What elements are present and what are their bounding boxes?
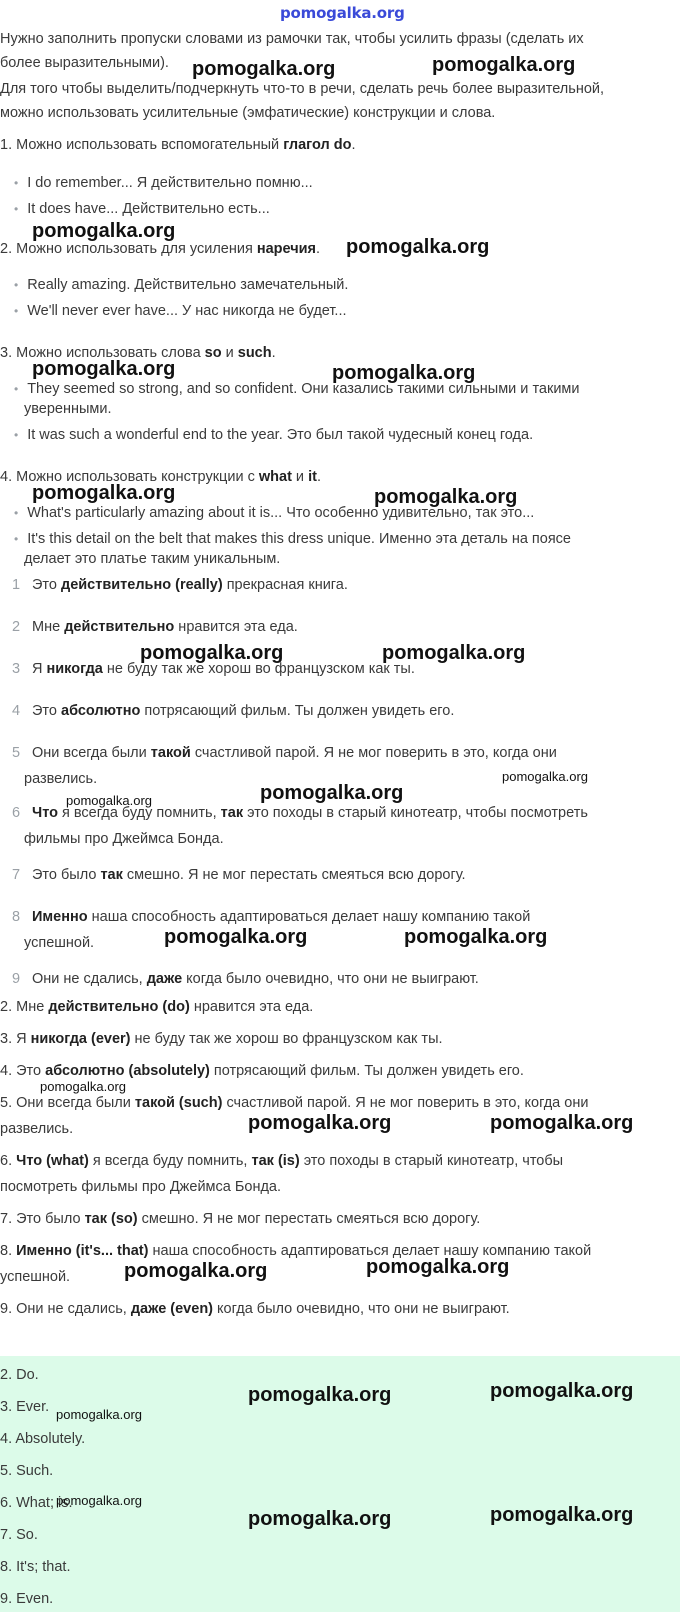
watermark: pomogalka.org [248, 1384, 392, 1406]
exercise-item-5-cont: развелись. [24, 771, 98, 787]
answer-item: 6. What; is. [0, 1495, 73, 1511]
exercise-item-8: Именно наша способность адаптироваться делает нашу компанию такой [32, 909, 531, 925]
rule-1-example-2: • It does have... Действительно есть... [14, 196, 270, 222]
rule-4: 4. Можно использовать конструкции с what и it. [0, 469, 321, 485]
watermark: pomogalka.org [366, 1256, 510, 1278]
watermark: pomogalka.org [192, 58, 336, 80]
rule-2-example-2: • We'll never ever have... У нас никогда не будет... [14, 298, 347, 324]
watermark: pomogalka.org [56, 1407, 142, 1422]
watermark: pomogalka.org [164, 926, 308, 948]
exercise-item-6-cont: фильмы про Джеймса Бонда. [24, 831, 224, 847]
answer-item: 7. So. [0, 1527, 38, 1543]
exercise-item-3: Я никогда не буду так же хорош во французском как ты. [32, 661, 415, 677]
exercise-number: 8 [12, 909, 21, 925]
rule-3-example-1-cont: уверенными. [24, 401, 112, 417]
watermark: pomogalka.org [432, 54, 576, 76]
exercise-number: 6 [12, 805, 21, 821]
watermark: pomogalka.org [56, 1493, 142, 1508]
intro-line-3: Для того чтобы выделить/подчеркнуть что-то в речи, сделать речь более выразительной, [0, 81, 605, 97]
rule-4-example-2: • It's this detail on the belt that makes this dress unique. Именно эта деталь на поясе [14, 526, 571, 552]
exercise-number: 9 [12, 971, 21, 987]
watermark: pomogalka.org [140, 642, 284, 664]
solution-2: 2. Мне действительно (do) нравится эта еда. [0, 999, 314, 1015]
rule-4-example-2-cont: делает это платье таким уникальным. [24, 551, 281, 567]
watermark: pomogalka.org [332, 362, 476, 384]
exercise-item-1: Это действительно (really) прекрасная книга. [32, 577, 348, 593]
watermark: pomogalka.org [260, 782, 404, 804]
watermark: pomogalka.org [346, 236, 490, 258]
exercise-item-5: Они всегда были такой счастливой парой. Я не мог поверить в это, когда они [32, 745, 557, 761]
solution-4: 4. Это абсолютно (absolutely) потрясающий фильм. Ты должен увидеть его. [0, 1063, 524, 1079]
watermark: pomogalka.org [124, 1260, 268, 1282]
rule-1-example-1: • I do remember... Я действительно помню... [14, 170, 313, 196]
solution-5-cont: развелись. [0, 1121, 74, 1137]
solution-9: 9. Они не сдались, даже (even) когда было очевидно, что они не выиграют. [0, 1301, 510, 1317]
rule-4-example-1: • What's particularly amazing about it is... Что особенно удивительно, так это... [14, 500, 534, 526]
solution-6-cont: посмотреть фильмы про Джеймса Бонда. [0, 1179, 282, 1195]
solution-7: 7. Это было так (so) смешно. Я не мог перестать смеяться всю дорогу. [0, 1211, 481, 1227]
watermark: pomogalka.org [32, 220, 176, 242]
exercise-item-2: Мне действительно нравится эта еда. [32, 619, 298, 635]
watermark: pomogalka.org [32, 482, 176, 504]
answer-item: 2. Do. [0, 1367, 39, 1383]
answer-item: 3. Ever. [0, 1399, 50, 1415]
site-header-logo[interactable]: pomogalka.org [280, 4, 405, 22]
watermark: pomogalka.org [66, 793, 152, 808]
watermark: pomogalka.org [502, 769, 588, 784]
watermark: pomogalka.org [248, 1508, 392, 1530]
watermark: pomogalka.org [490, 1504, 634, 1526]
exercise-number: 5 [12, 745, 21, 761]
solution-5: 5. Они всегда были такой (such) счастливой парой. Я не мог поверить в это, когда они [0, 1095, 589, 1111]
solution-8: 8. Именно (it's... that) наша способность адаптироваться делает нашу компанию такой [0, 1243, 592, 1259]
watermark: pomogalka.org [374, 486, 518, 508]
rule-2-example-1: • Really amazing. Действительно замечательный. [14, 272, 348, 298]
rule-3-example-1: • They seemed so strong, and so confident. Они казались такими сильными и такими [14, 376, 580, 402]
answer-item: 9. Even. [0, 1591, 54, 1607]
solution-6: 6. Что (what) я всегда буду помнить, так (is) это походы в старый кинотеатр, чтобы [0, 1153, 564, 1169]
solution-3: 3. Я никогда (ever) не буду так же хорош во французском как ты. [0, 1031, 443, 1047]
watermark: pomogalka.org [382, 642, 526, 664]
answer-item: 5. Such. [0, 1463, 54, 1479]
exercise-number: 2 [12, 619, 21, 635]
answer-item: 4. Absolutely. [0, 1431, 86, 1447]
rule-3: 3. Можно использовать слова so и such. [0, 345, 276, 361]
exercise-item-9: Они не сдались, даже когда было очевидно, что они не выиграют. [32, 971, 479, 987]
answer-item: 8. It's; that. [0, 1559, 71, 1575]
watermark: pomogalka.org [490, 1112, 634, 1134]
rule-3-example-2: • It was such a wonderful end to the year. Это был такой чудесный конец года. [14, 422, 533, 448]
exercise-number: 4 [12, 703, 21, 719]
watermark: pomogalka.org [32, 358, 176, 380]
rule-1: 1. Можно использовать вспомогательный глагол do. [0, 137, 356, 153]
watermark: pomogalka.org [248, 1112, 392, 1134]
exercise-number: 1 [12, 577, 21, 593]
intro-line-1: Нужно заполнить пропуски словами из рамочки так, чтобы усилить фразы (сделать их [0, 31, 584, 47]
exercise-item-7: Это было так смешно. Я не мог перестать смеяться всю дорогу. [32, 867, 466, 883]
exercise-number: 3 [12, 661, 21, 677]
exercise-number: 7 [12, 867, 21, 883]
rule-2: 2. Можно использовать для усиления наречия. [0, 241, 321, 257]
exercise-item-8-cont: успешной. [24, 935, 95, 951]
watermark: pomogalka.org [490, 1380, 634, 1402]
watermark: pomogalka.org [40, 1079, 126, 1094]
exercise-item-4: Это абсолютно потрясающий фильм. Ты должен увидеть его. [32, 703, 455, 719]
watermark: pomogalka.org [404, 926, 548, 948]
exercise-item-6: Что я всегда буду помнить, так это походы в старый кинотеатр, чтобы посмотреть [32, 805, 588, 821]
intro-line-4: можно использовать усилительные (эмфатические) конструкции и слова. [0, 105, 496, 121]
intro-line-2: более выразительными). [0, 55, 169, 71]
solution-8-cont: успешной. [0, 1269, 71, 1285]
